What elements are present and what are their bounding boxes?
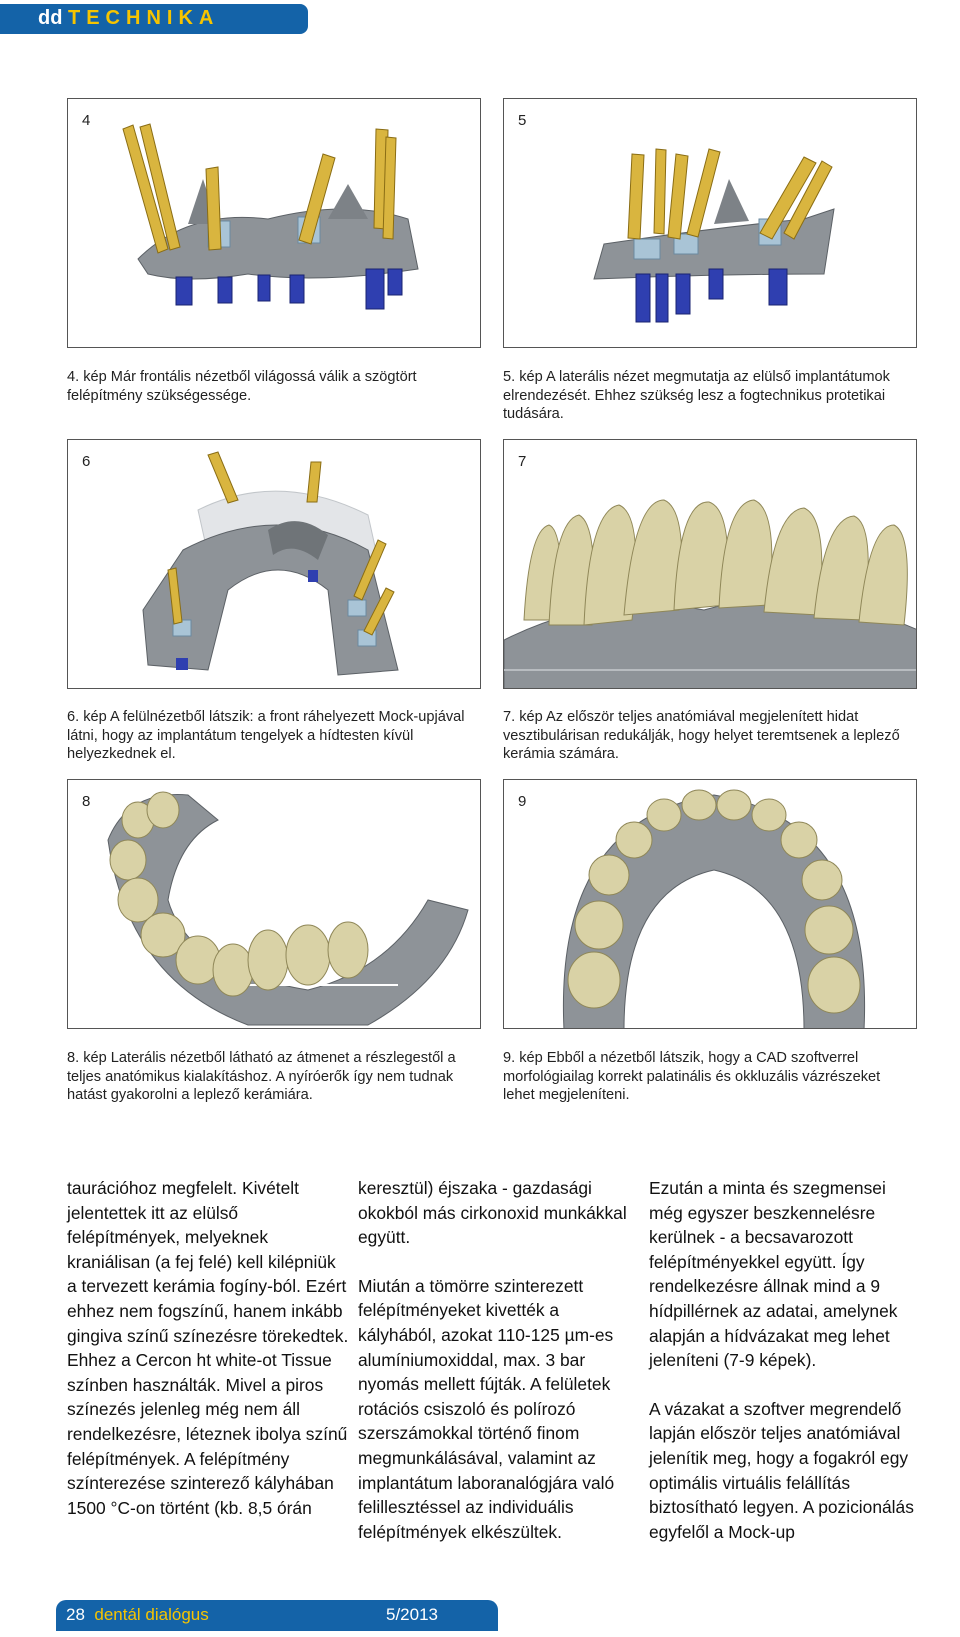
figure-number: 8 [82, 793, 91, 810]
figure-number: 9 [518, 793, 527, 810]
body-paragraph: keresztül) éjszaka - gazdasági okokból más cirkonoxid munkákkal együtt. [358, 1178, 627, 1248]
figure-9-image [504, 780, 917, 1029]
figure-8-caption: 8. kép Laterális nézetből látható az átmenet a részlegestől a teljes anatómikus kialakításhoz. A nyíróerők így nem tudnak hatást gyakorolni a leplező kerámiára. [67, 1050, 456, 1103]
figure-5-caption: 5. kép A laterális nézet megmutatja az elülső implantátumok elrendezését. Ehhez szükség lesz a fogtechnikus protetikai tudására. [503, 369, 890, 422]
figure-6 [67, 439, 481, 689]
section-name: TECHNIKA [68, 7, 220, 29]
issue-number: 5/2013 [386, 1605, 438, 1624]
figure-number: 4 [82, 112, 91, 129]
page-number: 28 [66, 1605, 85, 1624]
figure-7-image [504, 440, 917, 689]
header-bar [0, 4, 308, 34]
figure-4 [67, 98, 481, 348]
figure-6-image [68, 440, 481, 689]
figure-7-caption: 7. kép Az először teljes anatómiával megjelenített hidat vesztibulárisan redukálják, hogy helyet teremtsenek a leplező kerámia számára. [503, 709, 900, 762]
body-column-1 [67, 1176, 350, 1520]
footer-page-info [66, 1605, 209, 1625]
figure-number: 6 [82, 453, 91, 470]
brand-prefix: dd [38, 7, 63, 29]
body-paragraph: Ezután a minta és szegmensei még egyszer beszkennelésre kerülnek - a becsavarozott felépítményekkel együtt. Így rendelkezésre állnak mind a 9 hídpillérnek az adatai, amelynek alapján a hídvázakat meg lehet jeleníteni (7-9 képek). [649, 1178, 898, 1371]
footer-bar [56, 1600, 498, 1631]
body-paragraph: A vázakat a szoftver megrendelő lapján először teljes anatómiával jelenítik meg, hogy a fogakról egy optimális virtuális felállítás biztosítható legyen. A pozicionálás egyfelől a Mock-up [649, 1398, 914, 1542]
body-paragraph: taurációhoz megfelelt. Kivételt jelentettek itt az elülső felépítmények, melyeknek kraniálisan (a fej felé) kell kilépniük a tervezett kerámia fogíny-ból. Ezért ehhez nem fogszínű, hanem inkább gingiva színű színezésre törekedtek. Ehhez a Cercon ht white-ot Tissue színben használták. Mivel a piros színezés jelenleg még nem áll rendelkezésre, léteznek ibolya színű felépítmények. A felépítmény színterezése szinterező kályhában 1500 °C-on történt (kb. 8,5 órán [67, 1178, 349, 1518]
figure-9-caption: 9. kép Ebből a nézetből látszik, hogy a CAD szoftverrel morfológiailag korrekt palatinális és okkluzális vázrészeket lehet megjeleníteni. [503, 1050, 881, 1103]
figure-4-caption: 4. kép Már frontális nézetből világossá válik a szögtört felépítmény szükségessége. [67, 369, 417, 404]
figure-4-image [68, 99, 481, 348]
figure-6-caption: 6. kép A felülnézetből látszik: a front ráhelyezett Mock-upjával látni, hogy az implantátum tengelyek a hídtesten kívül helyezkednek el. [67, 709, 465, 762]
journal-section-title [38, 7, 219, 30]
figure-8 [67, 779, 481, 1029]
journal-name: dentál dialógus [94, 1605, 209, 1624]
figure-7 [503, 439, 917, 689]
body-column-2 [358, 1176, 641, 1544]
figure-8-image [68, 780, 481, 1029]
figure-number: 7 [518, 453, 527, 470]
body-paragraph: Miután a tömörre szinterezett felépítményeket kivették a kályhából, azokat 110-125 µm-es alumíniumoxiddal, max. 3 bar nyomás mellett fújták. A felületek rotációs csiszoló és polírozó szerszámokkal történő finom megmunkálásával, valamint az implantátum laboranalógjára való felillesztéssel az individuális felépítmények elkészültek. [358, 1275, 615, 1542]
figure-5 [503, 98, 917, 348]
figure-5-image [504, 99, 917, 348]
figure-number: 5 [518, 112, 527, 129]
figure-9 [503, 779, 917, 1029]
body-column-3 [649, 1176, 919, 1544]
